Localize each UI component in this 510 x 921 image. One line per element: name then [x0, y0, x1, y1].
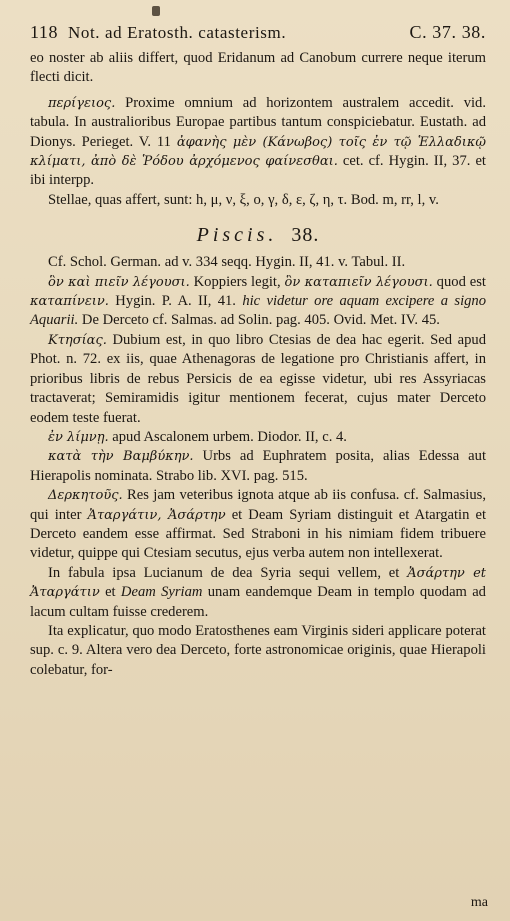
- paragraph-7: [30, 428, 486, 447]
- paragraph-1: eo noster ab aliis differt, quod Eridanum ad Canobum currere neque iterum flecti dicit.: [30, 50, 486, 86]
- greek-quote: ὃν καταπιεῖν λέγουσι.: [284, 274, 433, 290]
- paragraph-text: et Deam Syriam distinguit et Atargatin et Derceto eandem esse affirmat. Sed Straboni in his nimiam fidem tribuere videtur, quippe qui Ctesiam secutus, ejus verba autem non intellexerat.: [30, 506, 486, 562]
- greek-lemma: Κτησίας.: [48, 332, 107, 348]
- chapter-reference: C. 37. 38.: [409, 22, 486, 42]
- paragraph-6: [30, 331, 486, 428]
- paragraph-text: De Derceto cf. Salmas. ad Solin. pag. 405. Ovid. Met. IV. 45.: [81, 312, 440, 329]
- paragraph-4: Cf. Schol. German. ad v. 334 seqq. Hygin. II, 41. v. Tabul. II.: [48, 254, 406, 271]
- running-title: Not. ad Eratosth. catasterism.: [68, 23, 287, 42]
- paragraph-8: [30, 447, 486, 486]
- paragraph-text: Dubium est, in quo libro Ctesias de dea hac egerit. Sed apud Phot. n. 72. ex iis, quae Athenagoras de legatione pro Christianis affert, in prioribus libris de rebus Persicis de ea egisse videtur, ubi res Assyriacas tractaverat; Semiramidis igitur mentionem fecerat, cujus mater Derceto eodem teste fuerat.: [30, 331, 486, 426]
- paragraph-10: [30, 564, 486, 622]
- paragraph-text: unam eandemque Deam in templo quodam ad lacum cultam fuisse crederem.: [30, 584, 486, 620]
- paragraph-text: Proxime omnium ad horizontem australem accedit. vid. tabula. In australioribus Europae partibus tantum conspiciebatur. Eustath. ad Dionys. Perieget. V. 11: [30, 94, 486, 150]
- greek-quote: Ἀσάρτην et Ἀταργάτιν: [30, 565, 486, 601]
- greek-lemma: περίγειος.: [48, 95, 116, 111]
- paragraph-text: Urbs ad Euphratem posita, alias Edessa aut Hierapolis nominata. Strabo lib. XVI. pag. 515.: [30, 448, 486, 484]
- running-head: [30, 22, 486, 43]
- paragraph-text: quod est: [436, 273, 486, 290]
- italic-quote: hic videtur ore aquam excipere a signo Aquarii.: [30, 293, 487, 329]
- paragraph-11: Ita explicatur, quo modo Eratosthenes eam Virginis sideri applicare poterat sup. c. 9. Altera vero dea Derceto, forte astronomicae originis, quae Hierapoli colebatur, for-: [30, 622, 486, 678]
- paragraph-text: apud Ascalonem urbem. Diodor. II, c. 4.: [112, 428, 347, 445]
- paragraph-2: [30, 94, 486, 191]
- section-heading: [30, 224, 486, 247]
- paragraph-3: Stellae, quas affert, sunt: h, μ, ν, ξ, ο, γ, δ, ε, ζ, η, τ. Bod. m, rr, l, v.: [48, 191, 439, 208]
- paragraph-text: In fabula ipsa Lucianum de dea Syria sequi vellem, et: [48, 564, 400, 581]
- italic-phrase: Deam Syriam: [120, 584, 203, 601]
- paragraph-text-tail: cet. cf. Hygin. II, 37. et ibi interpp.: [30, 153, 486, 189]
- greek-lemma: ἐν λίμνῃ.: [48, 429, 109, 445]
- paragraph-9: [30, 486, 486, 564]
- greek-quote: ἀφανὴς μὲν (Κάνωβος) τοῖς ἐν τῷ Ἑλλαδικῷ κλίματι, ἀπὸ δὲ Ῥόδου ἀρχόμενος φαίνεσθαι.: [30, 134, 486, 170]
- catchword: ma: [470, 895, 488, 910]
- greek-quote: καταπίνειν.: [30, 294, 109, 310]
- paragraph-text: Koppiers legit,: [193, 273, 281, 290]
- ink-blot-mark: [152, 6, 160, 16]
- paragraph-5: [30, 273, 486, 331]
- greek-quote: Ἀταργάτιν, Ἀσάρτην: [87, 507, 226, 523]
- paragraph-text: Hygin. P. A. II, 41.: [115, 293, 236, 310]
- greek-lemma: κατὰ τὴν Βαμβύκην.: [48, 449, 194, 465]
- greek-lemma: ὃν καὶ πιεῖν λέγουσι.: [48, 274, 190, 290]
- page-number: 118: [30, 22, 59, 42]
- section-number: 38.: [291, 224, 320, 247]
- section-title: Piscis.: [196, 224, 278, 247]
- paragraph-text: et: [105, 584, 116, 601]
- greek-lemma: Δερκητοῦς.: [48, 488, 123, 504]
- paragraph-text: Res jam veteribus ignota atque ab iis confusa. cf. Salmasius, qui inter: [30, 487, 486, 523]
